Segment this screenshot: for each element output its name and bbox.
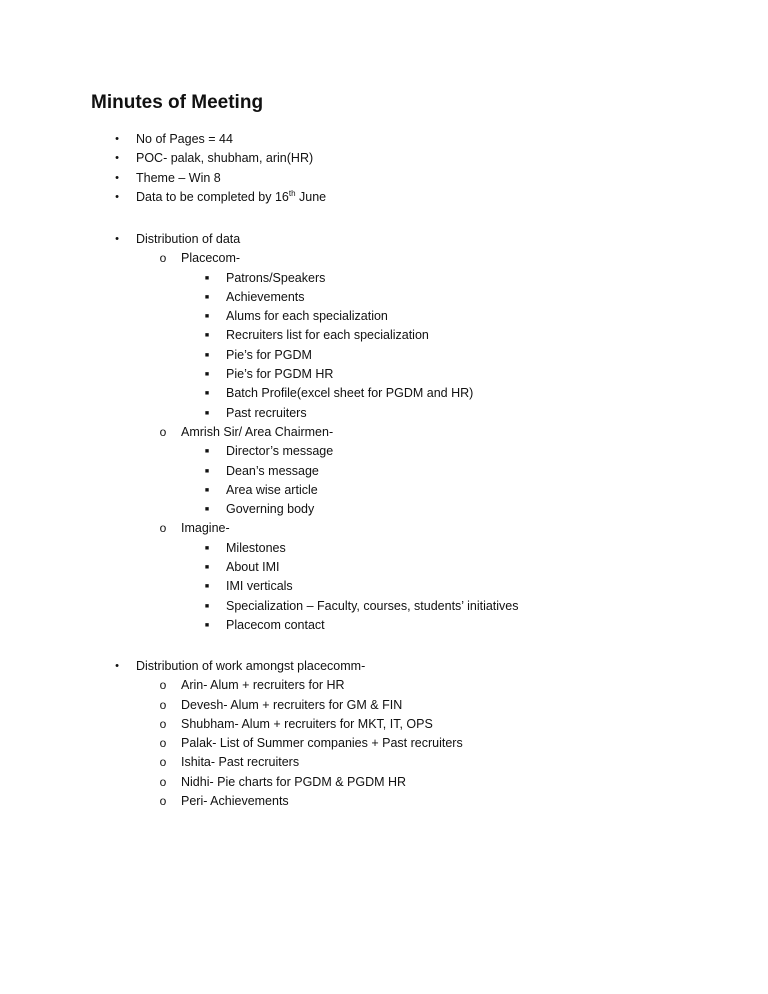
item-text: Pie’s for PGDM HR [226,367,334,382]
circle-bullet-icon: o [159,736,167,751]
distribution-of-data-list [0,230,768,635]
list-item [0,230,768,249]
item-text: Batch Profile(excel sheet for PGDM and HR) [226,386,474,401]
list-item [0,753,768,772]
item-text: IMI verticals [226,579,293,594]
group-label: Imagine- [181,521,230,536]
theme-text: Theme – Win 8 [136,170,221,185]
list-item [0,734,768,753]
poc-text: POC- palak, shubham, arin(HR) [136,151,314,166]
item-text: Pie’s for PGDM [226,347,312,362]
distribution-of-work-list [0,657,768,811]
list-item [0,676,768,695]
group-heading [0,423,768,442]
circle-bullet-icon: o [159,716,167,731]
list-item [0,288,768,307]
circle-bullet-icon: o [159,755,167,770]
item-text: Area wise article [226,482,318,497]
square-bullet-icon: ■ [204,313,210,321]
deadline-sup: th [288,188,296,198]
square-bullet-icon: ■ [204,506,210,514]
item-text: Governing body [226,502,315,517]
bullet-icon: • [115,171,119,184]
square-bullet-icon: ■ [204,467,210,475]
list-item [0,130,768,149]
deadline-suffix: June [295,189,327,204]
list-item [0,404,768,423]
square-bullet-icon: ■ [204,621,210,629]
bullet-icon: • [115,133,119,145]
list-item [0,149,768,168]
list-item [0,577,768,596]
bullet-icon: • [115,152,119,165]
item-text: Specialization – Faculty, courses, students’ initiatives [226,598,519,613]
square-bullet-icon: ■ [204,332,210,340]
item-text: Peri- Achievements [181,794,289,809]
item-text: Nidhi- Pie charts for PGDM & PGDM HR [181,774,407,789]
group-heading [0,519,768,538]
circle-bullet-icon: o [159,794,167,809]
section-heading: Distribution of data [136,232,241,246]
item-text: Devesh- Alum + recruiters for GM & FIN [181,697,403,712]
list-item [0,169,768,188]
circle-bullet-icon: o [159,678,167,693]
list-item [0,715,768,734]
bullet-icon: • [115,233,119,245]
item-text: Recruiters list for each specialization [226,328,429,343]
item-text: Placecom contact [226,617,325,632]
list-item [0,773,768,792]
list-item [0,539,768,558]
list-item [0,346,768,365]
group-label: Amrish Sir/ Area Chairmen- [181,424,334,439]
square-bullet-icon: ■ [204,602,210,610]
circle-bullet-icon: o [159,424,167,439]
list-item [0,365,768,384]
item-text: Alums for each specialization [226,309,388,324]
square-bullet-icon: ■ [204,544,210,552]
deadline-text [136,188,326,207]
circle-bullet-icon: o [159,697,167,712]
item-text: About IMI [226,560,280,575]
pages-count: No of Pages = 44 [136,132,233,146]
list-item [0,657,768,676]
square-bullet-icon: ■ [204,293,210,301]
circle-bullet-icon: o [159,521,167,536]
list-item [0,462,768,481]
item-text: Arin- Alum + recruiters for HR [181,678,345,693]
list-item [0,558,768,577]
list-item [0,616,768,635]
group-label: Placecom- [181,251,241,266]
page-title: Minutes of Meeting [91,92,264,113]
square-bullet-icon: ■ [204,409,210,417]
item-text: Past recruiters [226,405,307,420]
list-item [0,481,768,500]
item-text: Palak- List of Summer companies + Past recruiters [181,736,463,751]
item-text: Shubham- Alum + recruiters for MKT, IT, OPS [181,716,433,731]
deadline-prefix: Data to be completed by 16 [136,189,289,204]
list-item [0,792,768,811]
section-heading: Distribution of work amongst placecomm- [136,659,366,673]
list-item [0,500,768,519]
bullet-icon: • [115,660,119,672]
item-text: Ishita- Past recruiters [181,755,300,770]
square-bullet-icon: ■ [204,390,210,398]
circle-bullet-icon: o [159,774,167,789]
square-bullet-icon: ■ [204,371,210,379]
circle-bullet-icon: o [159,251,167,266]
group-heading [0,249,768,268]
bullet-icon: • [115,190,119,203]
item-text: Director’s message [226,444,334,459]
square-bullet-icon: ■ [204,448,210,456]
item-text: Dean’s message [226,463,319,478]
square-bullet-icon: ■ [204,564,210,572]
list-item [0,307,768,326]
list-item [0,188,768,207]
list-item [0,269,768,288]
summary-list [0,130,768,207]
list-item [0,442,768,461]
square-bullet-icon: ■ [204,583,210,591]
list-item [0,597,768,616]
item-text: Patrons/Speakers [226,270,326,285]
square-bullet-icon: ■ [204,351,210,359]
list-item [0,384,768,403]
square-bullet-icon: ■ [204,274,210,282]
item-text: Achievements [226,289,305,304]
item-text: Milestones [226,540,286,555]
square-bullet-icon: ■ [204,486,210,494]
list-item [0,326,768,345]
list-item [0,696,768,715]
